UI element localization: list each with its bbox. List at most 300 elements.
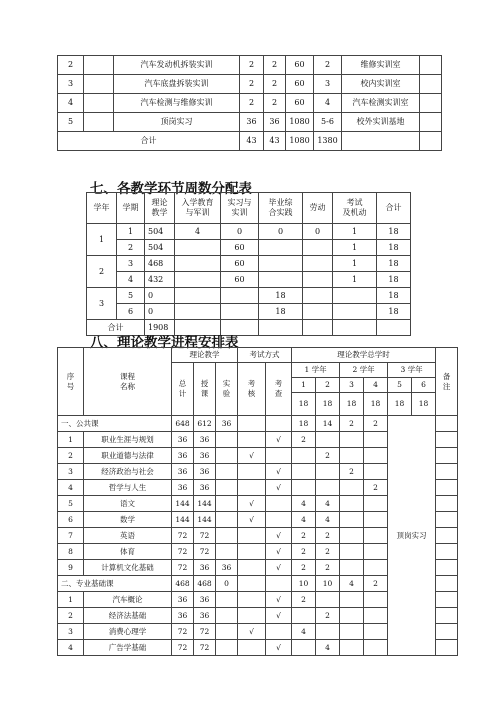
table-cell	[436, 496, 458, 512]
table-cell	[216, 432, 238, 448]
header-row	[58, 348, 458, 363]
table-cell	[364, 624, 388, 640]
table-cell: 4	[314, 94, 342, 113]
table-cell	[333, 304, 377, 320]
table-row	[87, 272, 411, 288]
table-cell	[84, 56, 114, 75]
table-cell	[259, 320, 303, 336]
table-cell: 2	[292, 432, 316, 448]
table-cell: 36	[194, 448, 216, 464]
table-cell: 0	[259, 224, 303, 240]
row-number: 2	[58, 448, 84, 464]
exam-mark: √	[238, 496, 266, 512]
section-row	[58, 416, 458, 432]
table-cell	[420, 113, 442, 132]
table-cell: 43	[240, 132, 264, 151]
year-header: 2 学年	[340, 363, 388, 378]
table-cell	[364, 448, 388, 464]
year-header: 3 学年	[388, 363, 436, 378]
column-header: 毕业综 合实践	[259, 193, 303, 224]
column-header: 入学教育 与军训	[175, 193, 221, 224]
training-place: 维修实训室	[342, 56, 420, 75]
term-cell: 2	[117, 240, 145, 256]
row-number: 6	[58, 512, 84, 528]
table-cell: 504	[145, 240, 175, 256]
table-cell: 0	[221, 224, 259, 240]
check-mark	[266, 496, 292, 512]
table-cell: 1080	[286, 113, 314, 132]
table-cell: 2	[292, 560, 316, 576]
table-cell: 144	[194, 496, 216, 512]
table-cell: 18	[377, 304, 411, 320]
exam-mark	[238, 640, 266, 656]
term-cell: 3	[117, 256, 145, 272]
course-name: 数学	[84, 512, 172, 528]
table-row	[58, 56, 442, 75]
check-mark	[266, 416, 292, 432]
table-cell	[303, 304, 333, 320]
weeks-header: 18	[412, 393, 436, 416]
table-cell: 36	[264, 113, 286, 132]
year-header: 1 学年	[292, 363, 340, 378]
course-name: 语文	[84, 496, 172, 512]
table-cell	[216, 512, 238, 528]
practice-training-table	[57, 55, 442, 151]
table-cell: 504	[145, 224, 175, 240]
table-cell: 36	[216, 560, 238, 576]
column-header: 实习与 实训	[221, 193, 259, 224]
table-cell	[364, 464, 388, 480]
table-cell: 36	[172, 448, 194, 464]
table-cell: 144	[172, 496, 194, 512]
table-cell	[340, 496, 364, 512]
exam-mark	[238, 544, 266, 560]
total-header: 总 计	[172, 363, 194, 416]
table-cell: 10	[292, 576, 316, 592]
table-cell: 36	[194, 464, 216, 480]
table-cell	[175, 256, 221, 272]
row-number: 2	[58, 608, 84, 624]
table-cell: 4	[340, 576, 364, 592]
course-name: 汽车概论	[84, 592, 172, 608]
table-cell: 2	[340, 464, 364, 480]
table-cell	[303, 272, 333, 288]
column-header: 学年	[87, 193, 117, 224]
table-cell: 4	[292, 496, 316, 512]
lecture-header: 授 课	[194, 363, 216, 416]
header-row	[87, 193, 411, 224]
table-cell: 2	[316, 528, 340, 544]
table-cell	[216, 640, 238, 656]
table-cell: 36	[172, 592, 194, 608]
table-cell: 72	[172, 624, 194, 640]
table-cell: 72	[194, 528, 216, 544]
term-header: 5	[388, 378, 412, 393]
course-header: 课程 名称	[84, 348, 172, 416]
table-cell: 1080	[286, 132, 314, 151]
table-cell: 60	[221, 272, 259, 288]
exam-mark	[238, 608, 266, 624]
table-cell: 0	[145, 304, 175, 320]
table-cell	[316, 592, 340, 608]
course-name: 顶岗实习	[114, 113, 240, 132]
row-number: 4	[58, 94, 84, 113]
table-cell: 18	[259, 304, 303, 320]
table-cell: 3	[314, 75, 342, 94]
table-cell: 18	[377, 240, 411, 256]
table-cell: 468	[145, 256, 175, 272]
check-mark: √	[266, 528, 292, 544]
table-cell	[84, 113, 114, 132]
table-cell: 0	[303, 224, 333, 240]
table-cell: 2	[340, 416, 364, 432]
row-number: 2	[58, 56, 84, 75]
table-cell	[303, 320, 333, 336]
table-cell: 648	[172, 416, 194, 432]
table-cell: 1380	[314, 132, 342, 151]
exam-mark	[238, 560, 266, 576]
table-row	[87, 240, 411, 256]
table-cell: 2	[316, 544, 340, 560]
course-name: 计算机文化基础	[84, 560, 172, 576]
table-cell	[436, 528, 458, 544]
table-cell: 60	[221, 240, 259, 256]
table-cell: 36	[194, 592, 216, 608]
table-cell: 4	[316, 640, 340, 656]
table-cell	[377, 320, 411, 336]
internship-cell: 顶岗实习	[388, 416, 436, 656]
check-mark: √	[266, 464, 292, 480]
table-cell: 36	[172, 432, 194, 448]
table-cell: 1	[333, 272, 377, 288]
table-cell	[436, 544, 458, 560]
table-cell: 4	[292, 624, 316, 640]
table-cell	[364, 560, 388, 576]
table-cell	[340, 608, 364, 624]
exam-mark	[238, 480, 266, 496]
table-cell	[216, 592, 238, 608]
table-cell	[420, 94, 442, 113]
table-row	[58, 94, 442, 113]
course-name: 广告学基础	[84, 640, 172, 656]
course-name: 经济法基础	[84, 608, 172, 624]
table-row	[58, 113, 442, 132]
term-header: 4	[364, 378, 388, 393]
term-cell: 4	[117, 272, 145, 288]
section-label: 二、专业基础课	[58, 576, 172, 592]
table-cell: 2	[240, 75, 264, 94]
table-cell: 1	[333, 240, 377, 256]
row-number: 1	[58, 592, 84, 608]
table-cell: 36	[172, 480, 194, 496]
table-cell: 72	[172, 544, 194, 560]
check-mark: √	[266, 480, 292, 496]
table-cell	[216, 624, 238, 640]
table-cell	[292, 448, 316, 464]
table-cell: 2	[316, 448, 340, 464]
column-header: 劳动	[303, 193, 333, 224]
column-header: 学期	[117, 193, 145, 224]
table-cell: 36	[240, 113, 264, 132]
table-cell: 18	[377, 224, 411, 240]
table-cell	[84, 75, 114, 94]
table-cell: 468	[172, 576, 194, 592]
table-cell: 1	[333, 224, 377, 240]
table-cell: 10	[316, 576, 340, 592]
table-cell	[303, 240, 333, 256]
table-cell	[436, 448, 458, 464]
weeks-header: 18	[364, 393, 388, 416]
table-cell	[216, 528, 238, 544]
section-8-heading: 八、理论教学进程安排表	[90, 335, 239, 351]
table-cell	[216, 464, 238, 480]
total-label: 合计	[87, 320, 145, 336]
table-row	[87, 224, 411, 240]
row-number: 5	[58, 113, 84, 132]
table-cell: 2	[292, 592, 316, 608]
table-cell: 2	[264, 75, 286, 94]
exam-mark: √	[238, 512, 266, 528]
table-cell	[316, 624, 340, 640]
row-number: 3	[58, 624, 84, 640]
teaching-weeks-table	[86, 192, 411, 336]
table-cell: 36	[194, 560, 216, 576]
table-cell	[436, 592, 458, 608]
table-cell: 612	[194, 416, 216, 432]
table-cell	[436, 464, 458, 480]
table-cell	[364, 496, 388, 512]
exam-mark	[238, 464, 266, 480]
table-row	[87, 288, 411, 304]
check-mark: √	[266, 432, 292, 448]
total-hours-header: 理论教学总学时	[292, 348, 436, 363]
table-cell: 72	[172, 560, 194, 576]
total-label: 合计	[58, 132, 240, 151]
table-cell: 72	[172, 528, 194, 544]
table-cell: 72	[194, 544, 216, 560]
table-cell: 468	[194, 576, 216, 592]
row-number: 5	[58, 496, 84, 512]
table-cell	[364, 592, 388, 608]
lab-header: 实 验	[216, 363, 238, 416]
table-cell	[342, 132, 420, 151]
table-cell	[333, 320, 377, 336]
theory-hours-header: 理论教学	[172, 348, 238, 363]
no-header: 序 号	[58, 348, 84, 416]
table-cell	[436, 608, 458, 624]
column-header: 考试 及机动	[333, 193, 377, 224]
table-cell	[340, 624, 364, 640]
course-name: 哲学与人生	[84, 480, 172, 496]
term-header: 2	[316, 378, 340, 393]
table-cell: 60	[221, 256, 259, 272]
table-row	[87, 256, 411, 272]
table-cell: 14	[316, 416, 340, 432]
row-number: 1	[58, 432, 84, 448]
check-mark: √	[266, 640, 292, 656]
table-cell	[316, 464, 340, 480]
exam-mark	[238, 528, 266, 544]
table-cell: 2	[292, 544, 316, 560]
table-cell	[216, 608, 238, 624]
teaching-weeks-rows	[87, 193, 411, 336]
table-cell	[340, 480, 364, 496]
row-number: 8	[58, 544, 84, 560]
weeks-header: 18	[316, 393, 340, 416]
table-cell: 144	[172, 512, 194, 528]
check-mark: √	[266, 560, 292, 576]
table-cell	[340, 640, 364, 656]
table-cell	[84, 94, 114, 113]
table-cell: 4	[316, 512, 340, 528]
row-number: 3	[58, 464, 84, 480]
table-cell	[364, 432, 388, 448]
table-cell	[420, 75, 442, 94]
training-place: 汽车检测实训室	[342, 94, 420, 113]
term-cell: 1	[117, 224, 145, 240]
table-cell	[436, 432, 458, 448]
table-cell: 36	[172, 608, 194, 624]
table-cell	[175, 240, 221, 256]
table-cell: 60	[286, 75, 314, 94]
course-name: 体育	[84, 544, 172, 560]
table-cell: 2	[316, 560, 340, 576]
table-cell: 2	[240, 56, 264, 75]
theory-schedule-table	[57, 347, 458, 656]
training-place: 校内实训室	[342, 75, 420, 94]
table-row	[58, 75, 442, 94]
table-cell	[420, 132, 442, 151]
table-cell: 2	[364, 480, 388, 496]
table-cell	[292, 480, 316, 496]
table-cell	[259, 256, 303, 272]
theory-schedule-rows	[58, 348, 458, 656]
row-number: 4	[58, 480, 84, 496]
note-header: 备 注	[436, 348, 458, 416]
table-cell	[216, 480, 238, 496]
table-cell	[303, 256, 333, 272]
row-number: 4	[58, 640, 84, 656]
table-cell: 72	[194, 624, 216, 640]
table-cell: 0	[216, 576, 238, 592]
table-cell: 2	[314, 56, 342, 75]
table-cell	[292, 640, 316, 656]
table-cell: 36	[194, 608, 216, 624]
table-cell: 18	[292, 416, 316, 432]
year-cell: 2	[87, 256, 117, 288]
course-name: 经济政治与社会	[84, 464, 172, 480]
table-cell	[340, 592, 364, 608]
row-number: 3	[58, 75, 84, 94]
weeks-header: 18	[340, 393, 364, 416]
course-name: 汽车发动机拆装实训	[114, 56, 240, 75]
exam-mark: √	[238, 448, 266, 464]
table-cell: 36	[216, 416, 238, 432]
row-number: 9	[58, 560, 84, 576]
training-place: 校外实训基地	[342, 113, 420, 132]
table-cell	[436, 560, 458, 576]
course-name: 消费心理学	[84, 624, 172, 640]
table-cell: 2	[292, 528, 316, 544]
table-cell: 4	[292, 512, 316, 528]
table-cell	[175, 288, 221, 304]
course-name: 职业生涯与规划	[84, 432, 172, 448]
table-cell: 4	[175, 224, 221, 240]
table-cell: 0	[145, 288, 175, 304]
table-cell: 2	[264, 94, 286, 113]
table-cell	[316, 432, 340, 448]
table-cell	[340, 448, 364, 464]
table-cell: 432	[145, 272, 175, 288]
table-cell	[340, 544, 364, 560]
table-cell	[436, 640, 458, 656]
course-name: 职业道德与法律	[84, 448, 172, 464]
table-cell	[364, 512, 388, 528]
exam-mark	[238, 432, 266, 448]
column-header: 理论 教学	[145, 193, 175, 224]
term-header: 1	[292, 378, 316, 393]
exam-header: 考试方式	[238, 348, 292, 363]
table-cell: 18	[259, 288, 303, 304]
table-cell: 5-6	[314, 113, 342, 132]
table-cell	[436, 624, 458, 640]
exam-mark	[238, 576, 266, 592]
exam-mark: √	[238, 624, 266, 640]
term-cell: 6	[117, 304, 145, 320]
weeks-header: 18	[388, 393, 412, 416]
table-cell: 4	[316, 496, 340, 512]
table-cell	[364, 544, 388, 560]
table-cell: 18	[377, 288, 411, 304]
check-mark	[266, 448, 292, 464]
table-cell	[175, 304, 221, 320]
table-cell: 1	[333, 256, 377, 272]
table-cell	[216, 544, 238, 560]
term-header: 6	[412, 378, 436, 393]
table-cell: 144	[194, 512, 216, 528]
table-cell: 2	[364, 576, 388, 592]
table-cell	[292, 464, 316, 480]
table-cell: 36	[194, 480, 216, 496]
table-cell	[340, 560, 364, 576]
table-row	[87, 304, 411, 320]
course-name: 汽车底盘拆装实训	[114, 75, 240, 94]
table-cell: 2	[240, 94, 264, 113]
table-cell	[259, 272, 303, 288]
table-cell	[436, 512, 458, 528]
table-cell	[364, 640, 388, 656]
weeks-header: 18	[292, 393, 316, 416]
table-cell	[216, 448, 238, 464]
table-cell: 72	[194, 640, 216, 656]
row-number: 7	[58, 528, 84, 544]
table-cell: 72	[172, 640, 194, 656]
table-cell: 2	[364, 416, 388, 432]
total-row	[58, 132, 442, 151]
table-cell: 2	[316, 608, 340, 624]
table-cell	[340, 432, 364, 448]
table-cell	[436, 576, 458, 592]
table-cell	[340, 512, 364, 528]
table-cell	[221, 304, 259, 320]
exam-mark	[238, 592, 266, 608]
section-7-heading: 七、各教学环节周数分配表	[90, 181, 252, 197]
table-cell: 18	[377, 272, 411, 288]
table-cell: 1908	[145, 320, 175, 336]
table-cell	[436, 480, 458, 496]
course-name: 汽车检测与维修实训	[114, 94, 240, 113]
term-header: 3	[340, 378, 364, 393]
